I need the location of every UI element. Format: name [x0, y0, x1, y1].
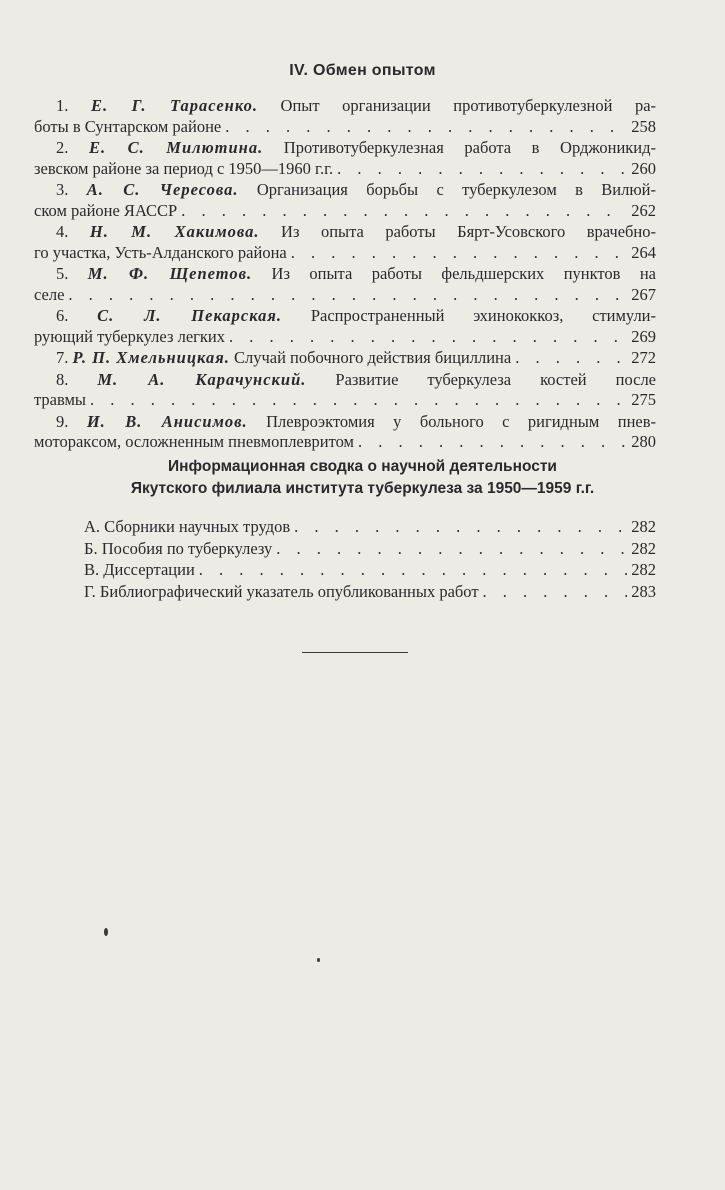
dot-leader [68, 285, 627, 306]
entry-number: 8. [56, 369, 69, 389]
toc-entry-1 [34, 96, 656, 137]
info-list [84, 516, 656, 602]
entry-author: С. Л. Пекарская. [97, 306, 283, 325]
info-item-b [84, 538, 656, 560]
entry-title: Случай побочного действия бициллина [233, 348, 512, 367]
info-item-a [84, 516, 656, 538]
entry-page: 272 [631, 348, 656, 367]
entry-number: 6. [56, 306, 69, 325]
entry-title: Организация борьбы с туберкулезом в Вилюй- [256, 180, 657, 199]
entry-title-continued: селе [34, 284, 65, 304]
entry-number: 2. [56, 138, 69, 157]
dot-leader [181, 201, 627, 222]
dot-leader [291, 243, 628, 264]
info-title [0, 456, 725, 500]
info-item-page: 282 [631, 560, 656, 579]
entry-title-continued: го участка, Усть-Алданского района [34, 242, 287, 262]
entry-page: 275 [631, 390, 656, 409]
entry-author: М. А. Карачунский. [97, 369, 307, 389]
entry-title-continued: рующий туберкулез легких [34, 326, 226, 346]
entry-number: 4. [56, 222, 69, 241]
entry-number: 3. [56, 180, 69, 199]
info-item-label: Б. Пособия по туберкулезу [84, 538, 273, 558]
entry-title: Из опыта работы Бярт-Усовского врачебно- [281, 222, 657, 241]
entry-author: И. В. Анисимов. [86, 411, 248, 431]
info-item-label: В. Диссертации [84, 560, 195, 579]
dot-leader [337, 159, 627, 180]
entry-title: Распространенный эхинококкоз, стимули- [310, 306, 657, 325]
entry-title-continued: боты в Сунтарском районе [34, 116, 222, 136]
toc-entry-5 [34, 264, 656, 305]
entry-number: 7. [56, 348, 69, 367]
entry-page: 258 [631, 116, 656, 136]
dot-leader [276, 538, 627, 560]
info-item-page: 282 [631, 517, 656, 536]
info-item-page: 283 [631, 581, 656, 601]
toc-entry-3 [34, 180, 656, 221]
info-item-c [84, 559, 656, 581]
toc-entry-8 [34, 370, 656, 411]
ink-speck [104, 928, 108, 936]
entry-page: 264 [631, 242, 656, 262]
entry-author: Е. Г. Тарасенко. [90, 96, 258, 115]
entry-title: Противотуберкулезная работа в Орджоникид- [283, 138, 657, 157]
dot-leader [483, 581, 628, 603]
dot-leader [90, 390, 627, 411]
dot-leader [229, 327, 627, 348]
end-rule [302, 652, 408, 653]
entry-title-continued: ском районе ЯАССР [34, 200, 178, 220]
dot-leader [225, 117, 627, 138]
toc-list [34, 96, 656, 454]
info-title-line-2: Якутского филиала института туберкулеза за 1950—1959 г.г. [130, 480, 595, 497]
section-title: IV. Обмен опытом [289, 62, 436, 79]
info-item-label: А. Сборники научных трудов [84, 517, 291, 536]
dot-leader [358, 432, 627, 453]
entry-page: 260 [631, 158, 656, 178]
toc-entry-4 [34, 222, 656, 263]
entry-author: М. Ф. Щепетов. [87, 264, 253, 283]
toc-entry-6 [34, 306, 656, 347]
info-item-d [84, 581, 656, 603]
dot-leader [199, 559, 627, 581]
toc-entry-9 [34, 412, 656, 453]
dot-leader [515, 348, 627, 369]
dot-leader [294, 516, 627, 538]
entry-author: Н. М. Хакимова. [89, 222, 260, 241]
info-title-line-1: Информационная сводка о научной деятельности [168, 458, 557, 475]
entry-author: Р. П. Хмельницкая. [72, 348, 230, 367]
entry-title: Плевроэктомия у больного с ригидным пнев- [266, 411, 657, 431]
entry-title: Опыт организации противотуберкулезной ра- [280, 96, 657, 115]
entry-title-continued: зевском районе за период с 1950—1960 г.г. [34, 158, 334, 178]
entry-page: 267 [631, 284, 656, 304]
entry-title-continued: травмы [34, 390, 87, 409]
entry-author: Е. С. Милютина. [88, 138, 264, 157]
entry-title-continued: моторакcом, осложненным пневмоплевритом [34, 432, 354, 451]
entry-number: 5. [56, 264, 69, 283]
entry-page: 262 [631, 200, 656, 220]
toc-entry-7 [34, 348, 656, 369]
entry-number: 9. [56, 411, 69, 431]
entry-page: 269 [631, 326, 656, 346]
info-item-label: Г. Библиографический указатель опубликованных работ [84, 581, 479, 601]
info-item-page: 282 [631, 538, 656, 558]
entry-title: Развитие туберкулеза костей после [335, 369, 657, 389]
entry-page: 280 [631, 432, 656, 451]
ink-speck [317, 958, 320, 962]
toc-entry-2 [34, 138, 656, 179]
entry-author: А. С. Чересова. [86, 180, 239, 199]
entry-number: 1. [56, 96, 69, 115]
entry-title: Из опыта работы фельдшерских пунктов на [271, 264, 657, 283]
